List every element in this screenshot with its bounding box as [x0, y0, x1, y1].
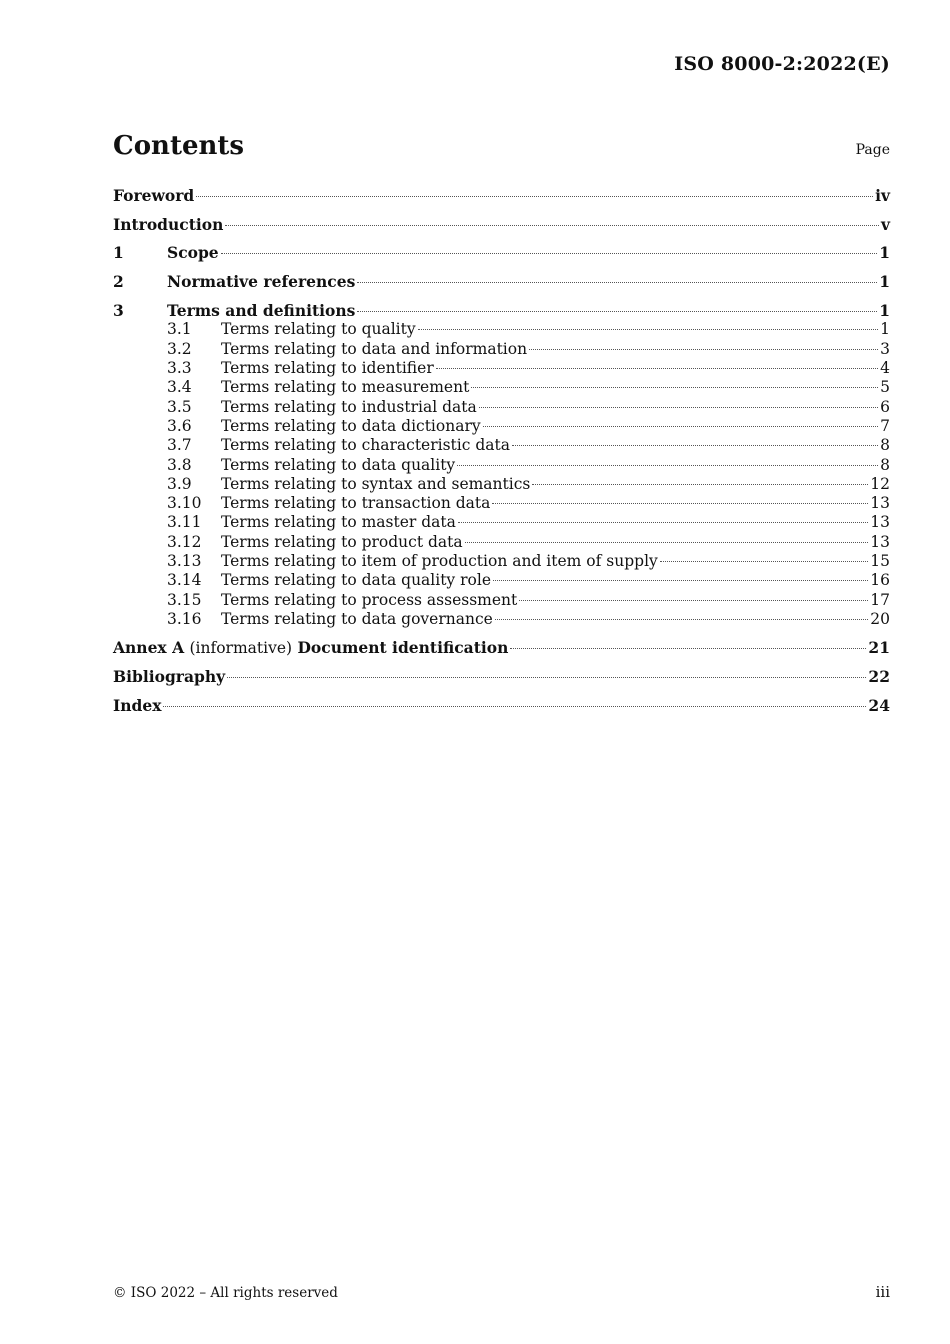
- toc-subentry-label: Terms relating to data dictionary: [221, 416, 481, 435]
- toc-entry-page: 1: [879, 243, 890, 263]
- toc-leader: [221, 253, 878, 254]
- toc-leader: [532, 484, 868, 485]
- toc-subentry-label: Terms relating to industrial data: [221, 397, 477, 416]
- toc-entry-number: 1: [113, 243, 124, 263]
- toc-subentry-page: 1: [880, 320, 890, 339]
- toc-subentry-label: Terms relating to quality: [221, 320, 416, 339]
- toc-entry-label: Terms and definitions: [167, 300, 356, 320]
- toc-subentry[interactable]: [113, 552, 890, 571]
- toc-subentry[interactable]: [113, 513, 890, 532]
- toc-subentry-page: 3: [880, 339, 890, 358]
- toc-subentry-page: 7: [880, 416, 890, 435]
- toc-leader: [357, 282, 877, 283]
- toc-entry-label: Bibliography: [113, 666, 226, 686]
- toc-entry-page: 1: [879, 300, 890, 320]
- toc-entry-page: iv: [875, 186, 890, 205]
- table-of-contents: [113, 186, 890, 724]
- toc-leader: [510, 648, 866, 649]
- toc-entry-label: Index: [113, 695, 162, 715]
- toc-entry-normative-references[interactable]: [113, 272, 890, 301]
- toc-subentry-label: Terms relating to data and information: [221, 339, 528, 358]
- annex-title: Document identification: [297, 638, 509, 658]
- toc-subentry-label: Terms relating to transaction data: [221, 494, 491, 513]
- toc-subentry-page: 5: [880, 378, 890, 397]
- toc-subentry-page: 13: [870, 532, 890, 551]
- toc-leader: [660, 561, 868, 562]
- toc-entry-number: 3: [113, 300, 124, 320]
- toc-entry-introduction[interactable]: [113, 215, 890, 244]
- toc-subentry-label: Terms relating to master data: [221, 513, 456, 532]
- toc-subentry-page: 8: [880, 436, 890, 455]
- toc-subentry-page: 13: [870, 494, 890, 513]
- toc-subentry-page: 13: [870, 513, 890, 532]
- toc-subentry-label: Terms relating to measurement: [221, 378, 470, 397]
- toc-subentry-page: 15: [870, 552, 890, 570]
- toc-entry-page: v: [880, 214, 890, 234]
- toc-subentry-number: 3.11: [167, 513, 202, 532]
- toc-leader: [483, 426, 879, 427]
- toc-subentry-label: Terms relating to data quality: [221, 455, 456, 474]
- toc-subentry-label: Terms relating to data governance: [221, 609, 493, 628]
- toc-subentry-number: 3.14: [167, 571, 202, 590]
- toc-leader: [495, 619, 868, 620]
- toc-subentry-number: 3.7: [167, 436, 192, 455]
- toc-subentry-label: Terms relating to identifier: [221, 359, 434, 378]
- footer-copyright: © ISO 2022 – All rights reserved: [113, 1285, 338, 1301]
- toc-leader: [458, 522, 868, 523]
- toc-leader: [357, 311, 877, 312]
- toc-subentry[interactable]: [113, 533, 890, 552]
- toc-subentry-label: Terms relating to product data: [221, 532, 463, 551]
- toc-subentry[interactable]: [113, 340, 890, 359]
- toc-subentry[interactable]: [113, 359, 890, 378]
- toc-subentry-label: Terms relating to data quality role: [221, 571, 491, 590]
- toc-subentry[interactable]: [113, 378, 890, 397]
- toc-entry-index[interactable]: [113, 696, 890, 725]
- toc-subentry-number: 3.16: [167, 609, 202, 628]
- toc-subentry-label: Terms relating to process assessment: [221, 590, 518, 609]
- toc-subentry-number: 3.5: [167, 397, 192, 416]
- toc-entry-label: [113, 638, 508, 658]
- page-column-label: Page: [855, 142, 890, 158]
- toc-subentry-number: 3.13: [167, 552, 202, 570]
- contents-title: Contents: [113, 131, 245, 161]
- toc-subentry-number: 3.3: [167, 359, 192, 378]
- toc-subentry-page: 16: [870, 571, 890, 590]
- toc-subentry-number: 3.9: [167, 474, 192, 493]
- toc-subentry-number: 3.2: [167, 339, 192, 358]
- toc-entry-label: Foreword: [113, 186, 195, 205]
- toc-leader: [529, 349, 878, 350]
- annex-label: Annex A: [113, 638, 185, 658]
- toc-entry-page: 22: [868, 666, 890, 686]
- toc-subentry[interactable]: [113, 610, 890, 629]
- toc-leader: [227, 677, 866, 678]
- toc-entry-label: Introduction: [113, 214, 224, 234]
- toc-entry-number: 2: [113, 272, 124, 292]
- toc-subentry-number: 3.4: [167, 378, 192, 397]
- toc-entry-page: 21: [868, 638, 890, 658]
- document-identifier: ISO 8000-2:2022(E): [674, 53, 890, 75]
- toc-subentry-page: 20: [870, 609, 890, 628]
- toc-leader: [492, 503, 868, 504]
- toc-leader: [512, 445, 878, 446]
- toc-leader: [418, 329, 878, 330]
- toc-subentry-page: 8: [880, 455, 890, 474]
- toc-subentry-number: 3.10: [167, 494, 202, 513]
- toc-subentry[interactable]: [113, 436, 890, 455]
- toc-leader: [436, 368, 878, 369]
- toc-entry-page: 1: [879, 272, 890, 292]
- footer-page-number: iii: [875, 1283, 890, 1301]
- toc-subentry-page: 12: [870, 474, 890, 493]
- toc-subentry-page: 6: [880, 397, 890, 416]
- toc-leader: [465, 542, 869, 543]
- toc-leader: [163, 706, 866, 707]
- toc-subentry-number: 3.15: [167, 590, 202, 609]
- toc-leader: [225, 225, 879, 226]
- toc-subentry-number: 3.6: [167, 416, 192, 435]
- toc-entry-bibliography[interactable]: [113, 667, 890, 696]
- toc-entry-scope[interactable]: [113, 243, 890, 272]
- toc-subentry[interactable]: [113, 475, 890, 494]
- toc-subentry[interactable]: [113, 571, 890, 590]
- toc-subentry[interactable]: [113, 417, 890, 436]
- toc-subentry-label: Terms relating to characteristic data: [221, 436, 510, 455]
- toc-leader: [479, 407, 878, 408]
- toc-subentry-number: 3.8: [167, 455, 192, 474]
- toc-subentry[interactable]: [113, 398, 890, 417]
- toc-subentry-number: 3.1: [167, 320, 192, 339]
- toc-entry-label: Scope: [167, 243, 219, 263]
- toc-subentry[interactable]: [113, 591, 890, 610]
- toc-leader: [493, 580, 868, 581]
- toc-subentry-label: Terms relating to syntax and semantics: [221, 474, 531, 493]
- toc-leader: [519, 600, 868, 601]
- toc-subentry-label: Terms relating to item of production and item of supply: [221, 552, 658, 570]
- toc-subentry-number: 3.12: [167, 532, 202, 551]
- toc-subentry[interactable]: [113, 320, 890, 339]
- toc-entry-annex-a[interactable]: [113, 638, 890, 667]
- toc-entry-page: 24: [868, 695, 890, 715]
- toc-subentry[interactable]: [113, 494, 890, 513]
- toc-leader: [196, 196, 873, 197]
- toc-subentry[interactable]: [113, 456, 890, 475]
- toc-subentry-page: 17: [870, 590, 890, 609]
- toc-leader: [471, 387, 878, 388]
- toc-entry-label: Normative references: [167, 272, 356, 292]
- toc-subentry-page: 4: [880, 359, 890, 378]
- toc-entry-foreword[interactable]: [113, 186, 890, 215]
- annex-qualifier: (informative): [189, 639, 293, 658]
- toc-leader: [457, 465, 878, 466]
